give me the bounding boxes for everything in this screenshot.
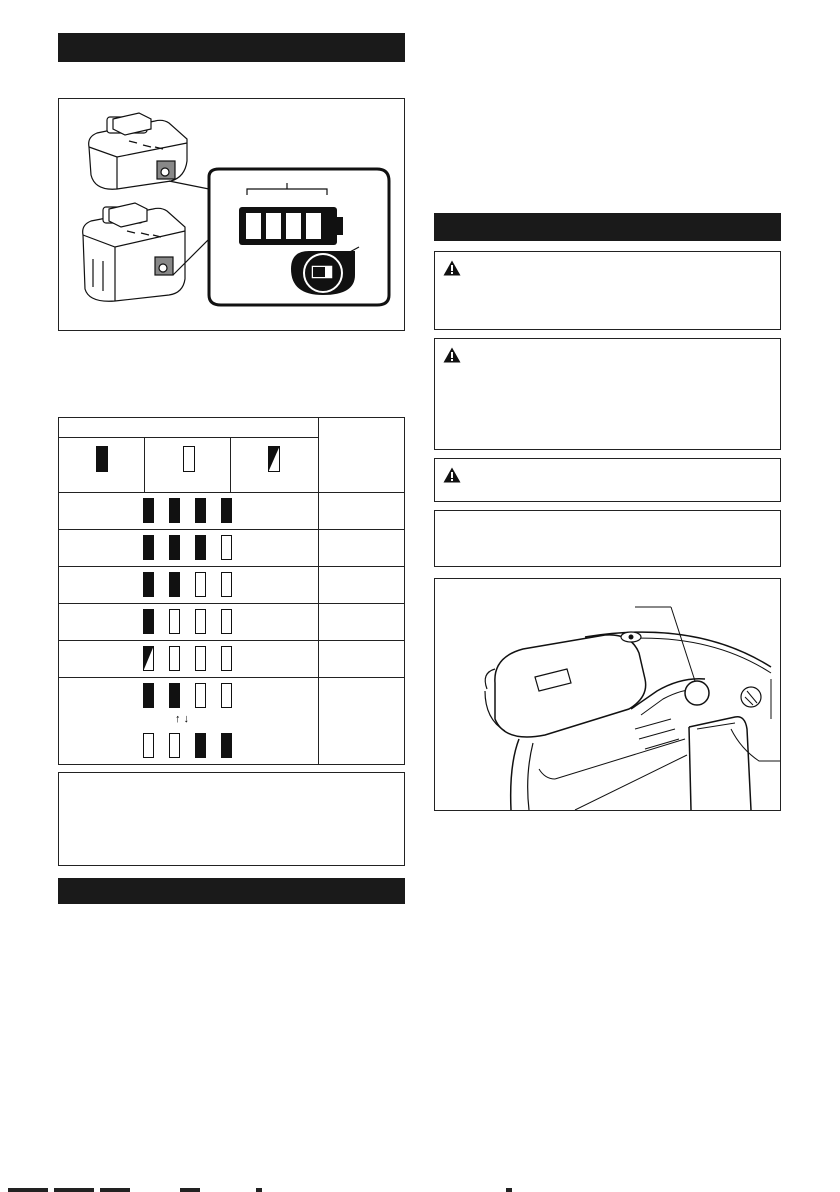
indicator-cell [143, 535, 154, 560]
indicator-cell [169, 683, 180, 708]
footer-mark [256, 1188, 262, 1192]
indicator-cell [143, 683, 154, 708]
note-box [58, 772, 405, 866]
warning-box-3 [434, 458, 781, 502]
indicator-cell [143, 733, 154, 758]
tool-illustration [435, 579, 780, 810]
indicator-cell [143, 572, 154, 597]
battery-illustration [59, 99, 404, 330]
footer-mark [100, 1188, 130, 1192]
lit-icon [96, 446, 108, 472]
indicator-cell [195, 498, 206, 523]
indicator-cell [195, 683, 206, 708]
note-box-right [434, 510, 781, 567]
indicator-cell [169, 646, 180, 671]
warning-triangle-icon [443, 260, 461, 276]
indicator-cell [221, 609, 232, 634]
footer-mark [180, 1188, 200, 1192]
tool-switch-figure [434, 578, 781, 811]
indicator-cell [169, 498, 180, 523]
indicator-cell [143, 498, 154, 523]
indicator-table [58, 417, 405, 765]
indicator-cell [221, 535, 232, 560]
indicator-cell [221, 646, 232, 671]
section-header-bar-switch-action [434, 213, 781, 241]
warning-triangle-icon [443, 467, 461, 483]
section-header-bar-tool-protection [58, 878, 405, 904]
indicator-cell [221, 683, 232, 708]
indicator-cell [169, 535, 180, 560]
indicator-cell [169, 609, 180, 634]
indicator-cell [195, 535, 206, 560]
indicator-cell [195, 733, 206, 758]
lock-button [685, 681, 709, 705]
indicator-cell-blinking [143, 646, 154, 671]
battery-pack-large [83, 203, 185, 301]
battery-indicator-figure [58, 98, 405, 331]
indicator-cell [169, 733, 180, 758]
tool-head [495, 635, 646, 737]
footer-mark [506, 1188, 512, 1192]
indicator-cell [221, 498, 232, 523]
indicator-cell [221, 572, 232, 597]
off-icon [183, 446, 195, 472]
footer-mark [54, 1188, 94, 1192]
indicator-cell [143, 609, 154, 634]
blinking-icon [268, 446, 280, 472]
indicator-cell [169, 572, 180, 597]
footer-mark [8, 1188, 48, 1192]
warning-box-1 [434, 251, 781, 330]
indicator-cell [221, 733, 232, 758]
section-header-bar-battery-indicator [58, 33, 405, 62]
battery-pack-small [89, 113, 187, 189]
indicator-cell [195, 609, 206, 634]
alternating-arrows-icon: ↑ ↓ [175, 713, 190, 725]
indicator-cell [195, 572, 206, 597]
warning-triangle-icon [443, 347, 461, 363]
indicator-cell [195, 646, 206, 671]
warning-box-2 [434, 338, 781, 450]
